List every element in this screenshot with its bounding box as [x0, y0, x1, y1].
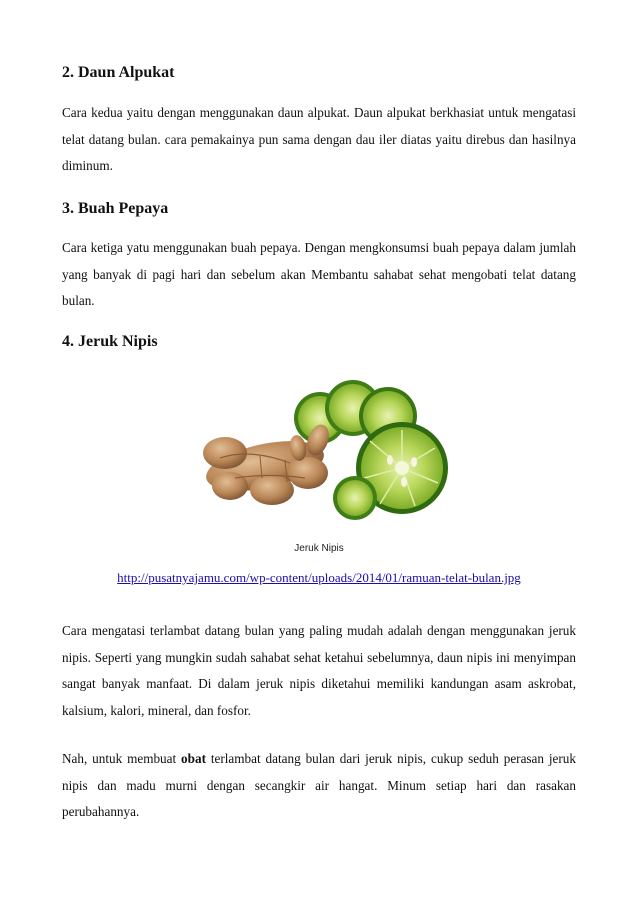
- lime-and-ginger-image: [190, 378, 450, 540]
- source-link-wrapper: [0, 570, 638, 586]
- heading-jeruk-nipis: 4. Jeruk Nipis: [62, 333, 158, 350]
- paragraph-jeruk-nipis-1: Cara mengatasi terlambat datang bulan yang paling mudah adalah dengan menggunakan jeruk nipis. Seperti yang mungkin sudah sahabat sehat ketahui sebelumnya, daun nipis ini menyimpan sangat banyak manfaat. Di dalam jeruk nipis diketahui memiliki kandungan asam askrobat, kalsium, kalori, mineral, dan fosfor.: [62, 623, 576, 718]
- paragraph-buah-pepaya: Cara ketiga yatu menggunakan buah pepaya. Dengan mengkonsumsi buah pepaya dalam jumlah yang banyak di pagi hari dan sebelum akan Membantu sahabat sehat mengobati telat datang bulan.: [62, 240, 576, 308]
- heading-daun-alpukat: 2. Daun Alpukat: [62, 64, 175, 81]
- bold-word-obat: obat: [181, 751, 206, 766]
- paragraph-jeruk-nipis-2: [62, 746, 576, 826]
- image-caption: Jeruk Nipis: [294, 543, 344, 554]
- heading-buah-pepaya: 3. Buah Pepaya: [62, 200, 169, 217]
- paragraph-2-rest: terlambat datang bulan dari jeruk nipis, cukup seduh perasan jeruk nipis dan madu murni dengan secangkir air hangat. Minum setiap hari dan rasakan perubahannya.: [62, 751, 576, 819]
- paragraph-daun-alpukat: Cara kedua yaitu dengan menggunakan daun alpukat. Daun alpukat berkhasiat untuk mengatasi telat datang bulan. cara pemakainya pun sama dengan dau iler diatas yaitu direbus dan hasilnya diminum.: [62, 105, 576, 173]
- paragraph-2-intro: Nah, untuk membuat: [62, 751, 182, 766]
- source-url-link[interactable]: http://pusatnyajamu.com/wp-content/uploads/2014/01/ramuan-telat-bulan.jpg: [117, 570, 521, 585]
